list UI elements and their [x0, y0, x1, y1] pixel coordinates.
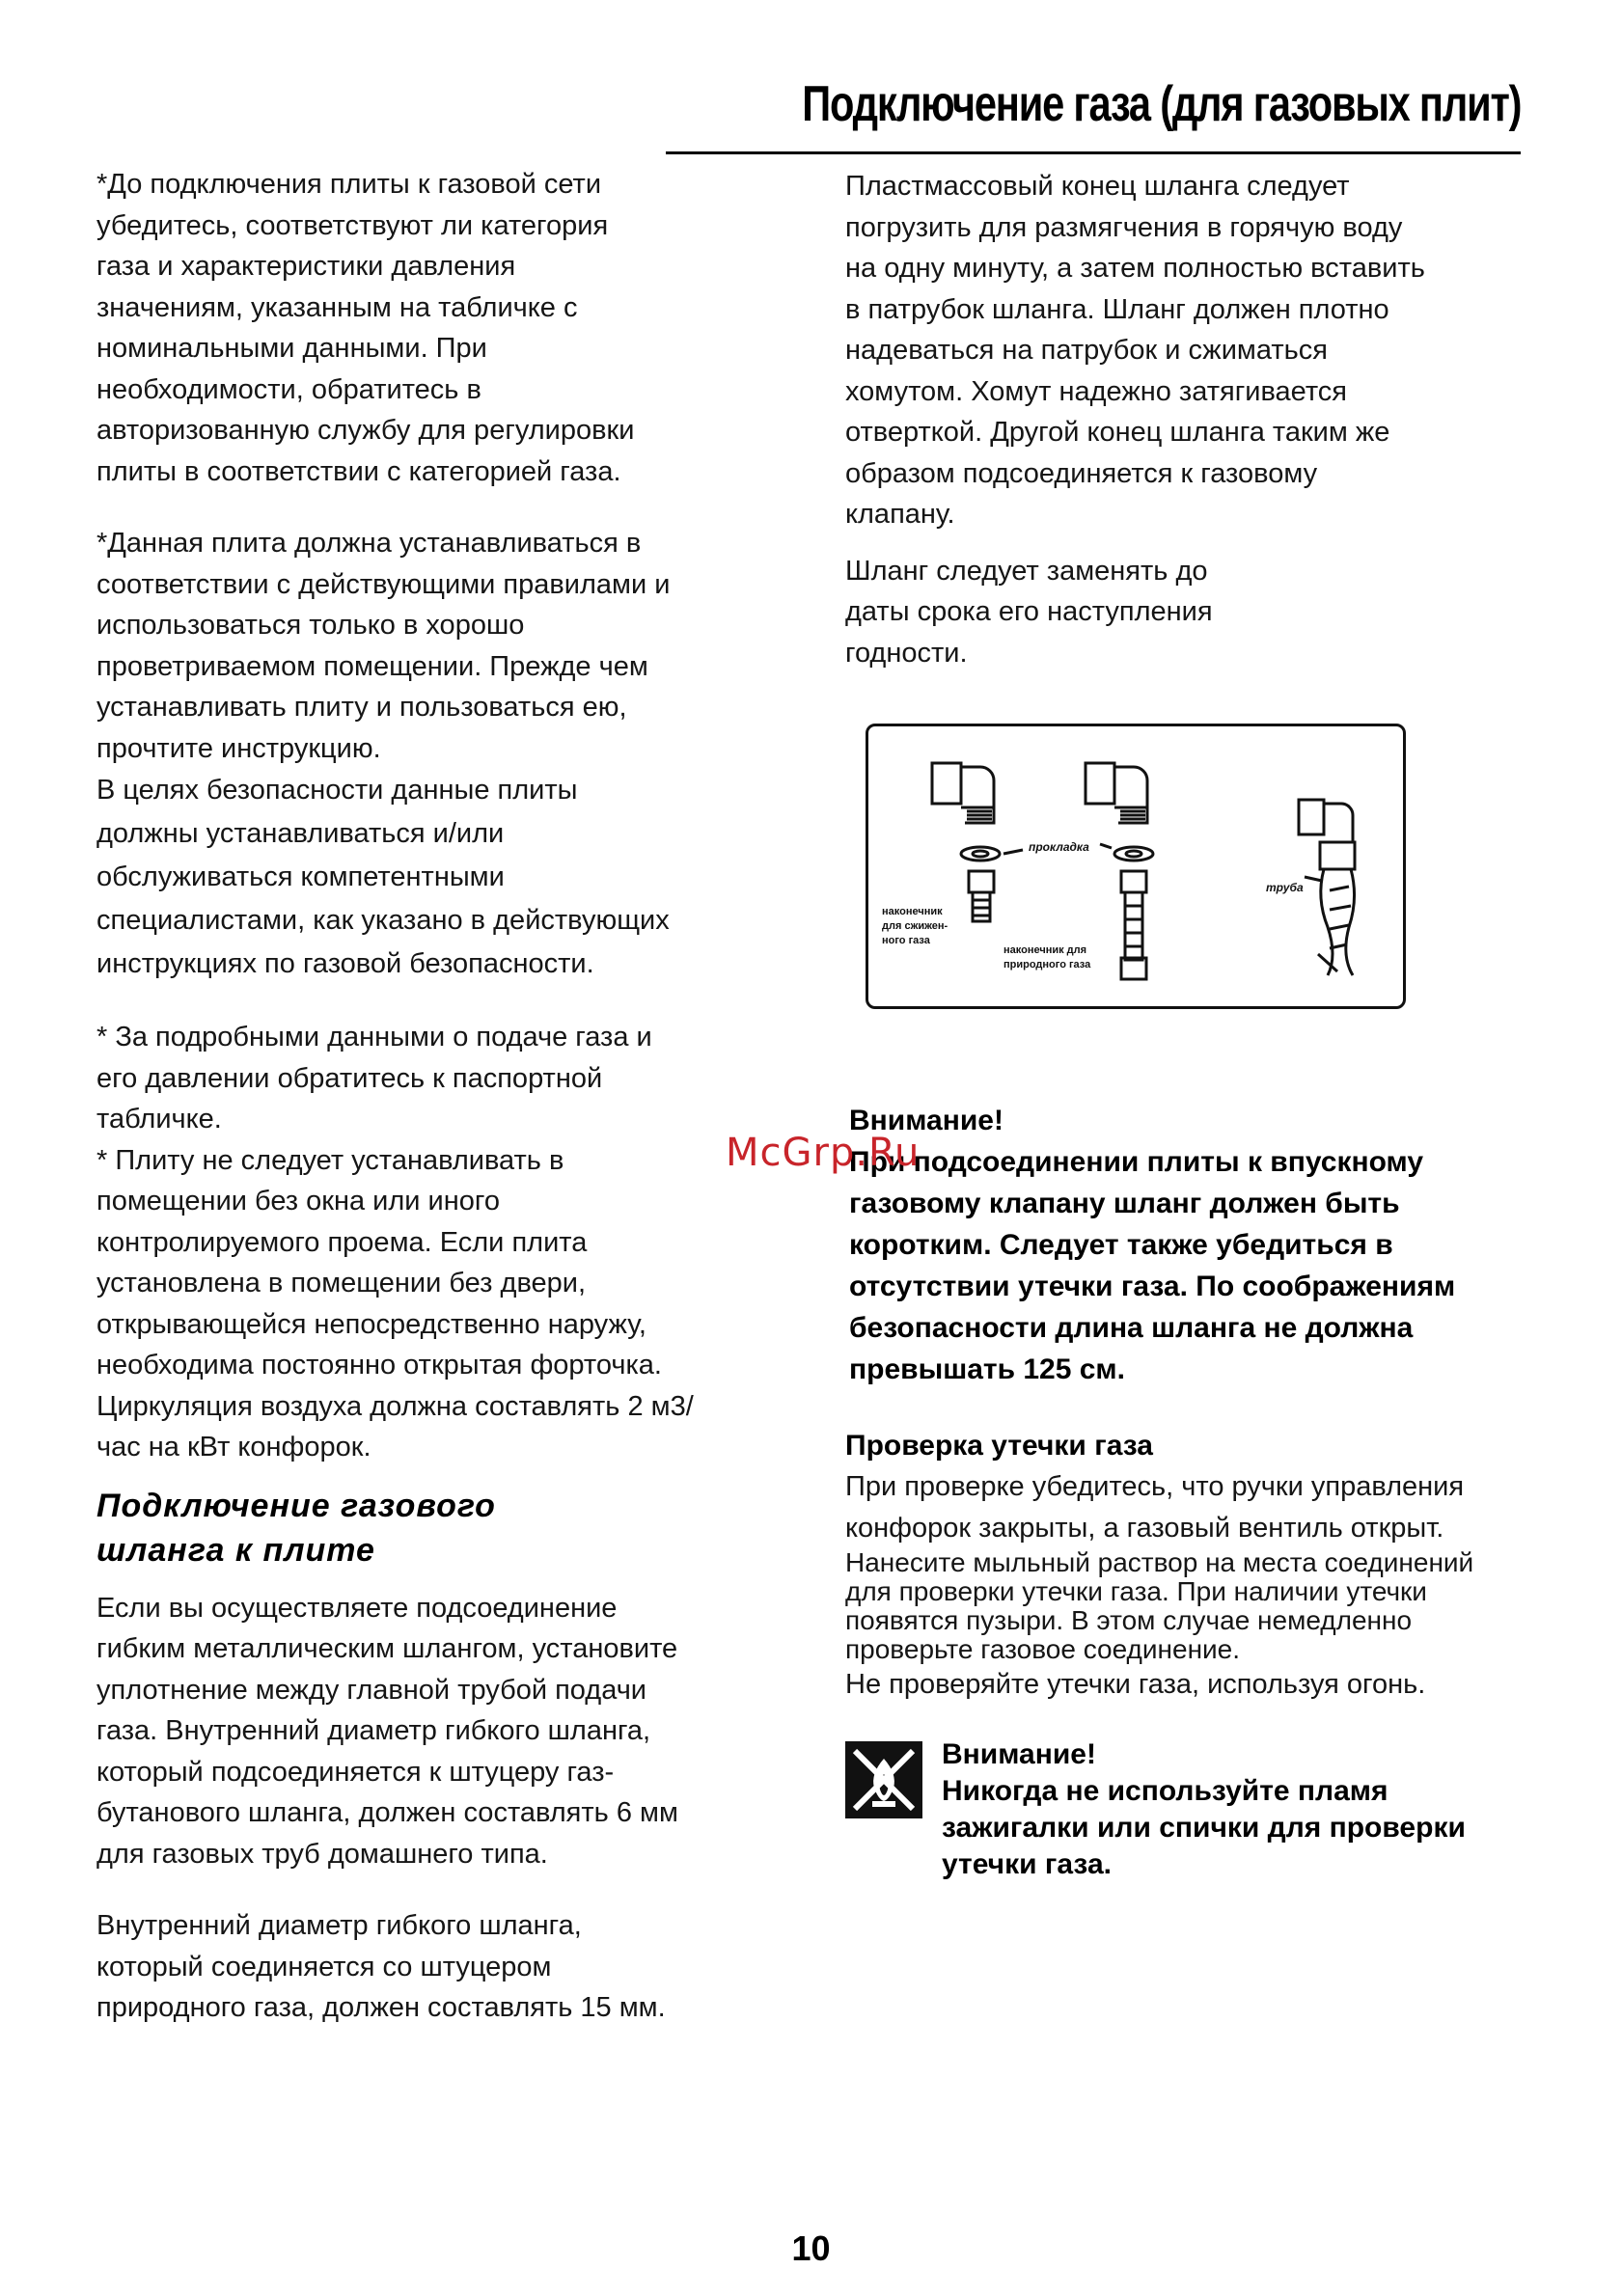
text-line: бутанового шланга, должен составлять 6 мм [96, 1797, 678, 1828]
warning-line: безопасности длина шланга не должна [849, 1312, 1414, 1344]
text-line: его давлении обратитесь к паспортной [96, 1062, 603, 1094]
elbow-fitting-lpg-icon [932, 763, 994, 823]
hose-fittings-diagram [866, 724, 1406, 1009]
warning-line: коротким. Следует также убедиться в [849, 1229, 1393, 1261]
label-line: ного газа [882, 935, 930, 946]
paragraph-natural-gas-diameter [96, 1905, 772, 2029]
text-line: конфорок закрыты, а газовый вентиль открыт. [845, 1512, 1444, 1544]
text-line: *До подключения плиты к газовой сети [96, 169, 602, 200]
title-rule [666, 151, 1521, 154]
text-line: В целях безопасности данные плиты [96, 775, 578, 806]
right-column [845, 166, 1579, 673]
text-line: который соединяется со штуцером [96, 1951, 552, 1982]
paragraph-gas-category [96, 164, 772, 492]
text-line: специалистами, как указано в действующих [96, 905, 670, 936]
text-line: на одну минуту, а затем полностью вставить [845, 253, 1425, 284]
elbow-fitting-natural-gas-icon [1086, 763, 1147, 823]
text-line: Циркуляция воздуха должна составлять 2 м3/ [96, 1390, 694, 1422]
text-line: *Данная плита должна устанавливаться в [96, 528, 642, 559]
text-line: час на кВт конфорок. [96, 1432, 371, 1462]
text-line: плиты в соответствии с категорией газа. [96, 455, 621, 487]
gasket-icon [961, 847, 1000, 861]
text-line: для проверки утечки газа. При наличии утечки [845, 1576, 1427, 1606]
warning-title: Внимание! [849, 1105, 1003, 1136]
text-line: Шланг следует заменять до [845, 555, 1208, 587]
leak-check-section [845, 1426, 1598, 1706]
label-natural-gas-tip [1003, 943, 1090, 972]
text-line: годности. [845, 637, 968, 669]
text-line: Если вы осуществляете подсоединение [96, 1592, 618, 1624]
text-line: даты срока его наступления [845, 596, 1213, 627]
text-line: использоваться только в хорошо [96, 610, 525, 641]
text-line: инструкциях по газовой безопасности. [96, 948, 594, 979]
text-line: контролируемого проема. Если плита [96, 1226, 588, 1258]
text-line: Нанесите мыльный раствор на места соединений [845, 1547, 1474, 1577]
label-gasket: прокладка [1029, 840, 1089, 854]
lpg-hose-tip-icon [969, 871, 994, 921]
text-line: необходима постоянно открытая форточка. [96, 1350, 662, 1380]
natural-gas-hose-tip-icon [1121, 871, 1146, 979]
heading-line: Подключение газового [96, 1487, 496, 1524]
text-line: необходимости, обратитесь в [96, 373, 481, 405]
text-line: Внутренний диаметр гибкого шланга, [96, 1910, 582, 1941]
warning-line: утечки газа. [942, 1848, 1112, 1880]
text-line: * Плиту не следует устанавливать в [96, 1144, 564, 1176]
warning-line: При подсоединении плиты к впускному [849, 1146, 1424, 1178]
text-line: газа и характеристики давления [96, 251, 516, 282]
label-lpg-tip [882, 905, 948, 948]
warning-line: зажигалки или спички для проверки [942, 1812, 1466, 1844]
leak-check-title: Проверка утечки газа [845, 1430, 1153, 1462]
text-line: значениям, указанным на табличке с [96, 291, 578, 323]
section-heading-hose-connection [96, 1484, 772, 1572]
text-line: образом подсоединяется к газовому [845, 457, 1318, 489]
text-line: надеваться на патрубок и сжиматься [845, 335, 1328, 366]
text-line: открывающейся непосредственно наружу, [96, 1308, 646, 1340]
paragraph-installation-rules [96, 523, 772, 769]
warning-hose-length [849, 1100, 1582, 1390]
text-line: должны устанавливаться и/или [96, 818, 505, 849]
text-line: который подсоединяется к штуцеру газ- [96, 1756, 615, 1788]
text-line: отверткой. Другой конец шланга таким же [845, 417, 1390, 448]
label-line: для сжижен- [882, 920, 948, 932]
paragraph-plastic-end [845, 166, 1579, 535]
text-line: Не проверяйте утечки газа, используя огонь. [845, 1669, 1426, 1700]
text-line: в патрубок шланга. Шланг должен плотно [845, 293, 1389, 325]
text-line: погрузить для размягчения в горячую воду [845, 211, 1403, 243]
text-line: номинальными данными. При [96, 333, 487, 364]
warning-title: Внимание! [942, 1738, 1096, 1770]
page-title: Подключение газа (для газовых плит) [801, 76, 1521, 132]
text-line: Пластмассовый конец шланга следует [845, 171, 1350, 202]
text-line: авторизованную службу для регулировки [96, 415, 635, 446]
label-pipe: труба [1266, 881, 1304, 894]
heading-line: шланга к плите [96, 1531, 375, 1569]
text-line: * За подробными данными о подаче газа и [96, 1022, 652, 1052]
text-line: обслуживаться компетентными [96, 861, 505, 892]
assembled-hose-pipe-icon [1299, 800, 1355, 975]
text-line: появятся пузыри. В этом случае немедленно [845, 1605, 1413, 1635]
left-column [96, 164, 772, 2029]
text-line: газа. Внутренний диаметр гибкого шланга, [96, 1715, 651, 1746]
warning-line: Никогда не используйте пламя [942, 1775, 1388, 1807]
text-line: хомутом. Хомут надежно затягивается [845, 375, 1348, 407]
paragraph-metal-hose [96, 1588, 772, 1875]
fittings-illustration [868, 726, 1403, 1006]
warning-line: газовому клапану шланг должен быть [849, 1188, 1400, 1219]
no-open-flame-icon [845, 1741, 922, 1818]
text-line: прочтите инструкцию. [96, 732, 381, 764]
text-line: для газовых труб домашнего типа. [96, 1838, 548, 1870]
text-line: помещении без окна или иного [96, 1186, 500, 1216]
text-line: установлена в помещении без двери, [96, 1268, 587, 1298]
label-line: наконечник [882, 906, 943, 917]
paragraph-ventilation [96, 1140, 772, 1468]
text-line: клапану. [845, 499, 955, 530]
text-line: проветриваемом помещении. Прежде чем [96, 650, 648, 682]
text-line: природного газа, должен составлять 15 мм. [96, 1992, 666, 2023]
label-line: наконечник для [1003, 944, 1087, 956]
text-line: уплотнение между главной трубой подачи [96, 1674, 647, 1706]
text-line: убедитесь, соответствуют ли категория [96, 209, 609, 241]
paragraph-safety-specialists [96, 769, 772, 986]
warning-line: превышать 125 см. [849, 1353, 1125, 1385]
text-line: устанавливать плиту и пользоваться ею, [96, 692, 627, 723]
text-line: гибким металлическим шлангом, установите [96, 1633, 678, 1664]
text-line: проверьте газовое соединение. [845, 1634, 1241, 1664]
warning-line: отсутствии утечки газа. По соображениям [849, 1271, 1456, 1302]
watermark: McGrp.Ru [726, 1131, 921, 1175]
text-line: соответствии с действующими правилами и [96, 568, 671, 600]
paragraph-hose-replacement [845, 551, 1579, 674]
text-line: При проверке убедитесь, что ручки управления [845, 1471, 1465, 1502]
page-number: 10 [791, 2228, 831, 2268]
paragraph-pressure-data [96, 1017, 772, 1140]
label-line: природного газа [1003, 959, 1091, 970]
text-line: табличке. [96, 1104, 222, 1134]
warning-no-flame [845, 1736, 1579, 1883]
